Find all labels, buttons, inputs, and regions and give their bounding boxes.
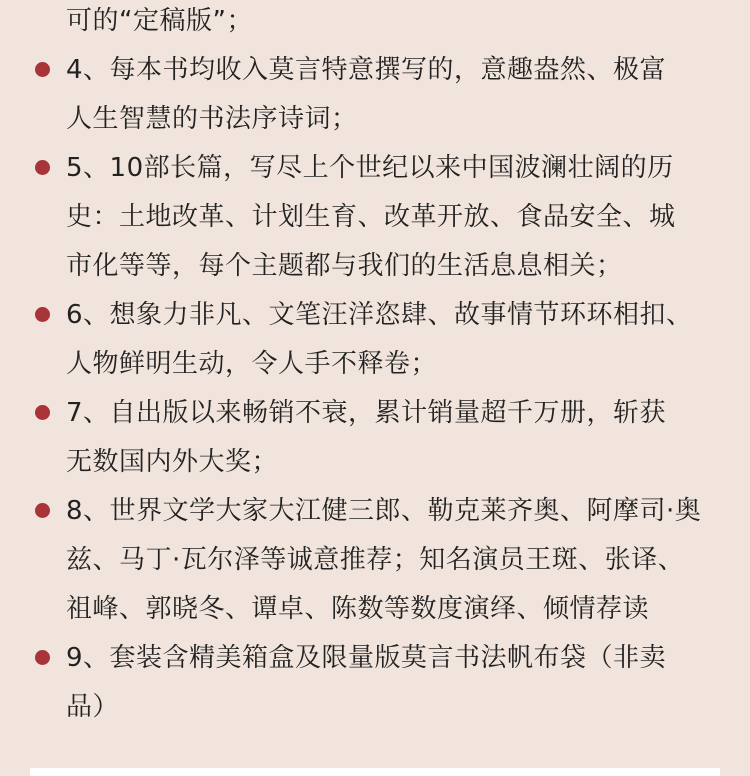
item-8-line-3: 祖峰、郭晓冬、谭卓、陈数等数度演绎、倾情荐读	[66, 594, 650, 624]
item-9-line-2: 品）	[66, 692, 120, 722]
item-6-line-1: 6、想象力非凡、文笔汪洋恣肆、故事情节环环相扣、	[66, 300, 693, 330]
item-7-line-2: 无数国内外大奖；	[66, 447, 279, 477]
bullet-marker	[35, 307, 50, 322]
item-5-line-3: 市化等等，每个主题都与我们的生活息息相关；	[66, 251, 623, 281]
item-5-line-1: 5、10部长篇，写尽上个世纪以来中国波澜壮阔的历	[66, 153, 674, 183]
bullet-marker	[35, 503, 50, 518]
bullet-marker	[35, 160, 50, 175]
bullet-marker	[35, 650, 50, 665]
bullet-marker	[35, 62, 50, 77]
item-8-line-1: 8、世界文学大家大江健三郎、勒克莱齐奥、阿摩司·奥	[66, 496, 702, 526]
intro-tail-text: 可的“定稿版”；	[66, 6, 253, 36]
item-6-line-2: 人物鲜明生动，令人手不释卷；	[66, 349, 438, 379]
item-5-line-2: 史：土地改革、计划生育、改革开放、食品安全、城	[66, 202, 676, 232]
item-9-line-1: 9、套装含精美箱盒及限量版莫言书法帆布袋（非卖	[66, 643, 667, 673]
item-8-line-2: 兹、马丁·瓦尔泽等诚意推荐；知名演员王斑、张译、	[66, 545, 685, 575]
item-4-line-1: 4、每本书均收入莫言特意撰写的，意趣盎然、极富	[66, 55, 667, 85]
item-7-line-1: 7、自出版以来畅销不衰，累计销量超千万册，斩获	[66, 398, 667, 428]
bullet-marker	[35, 405, 50, 420]
item-4-line-2: 人生智慧的书法序诗词；	[66, 104, 358, 134]
bottom-white-strip	[30, 768, 720, 776]
